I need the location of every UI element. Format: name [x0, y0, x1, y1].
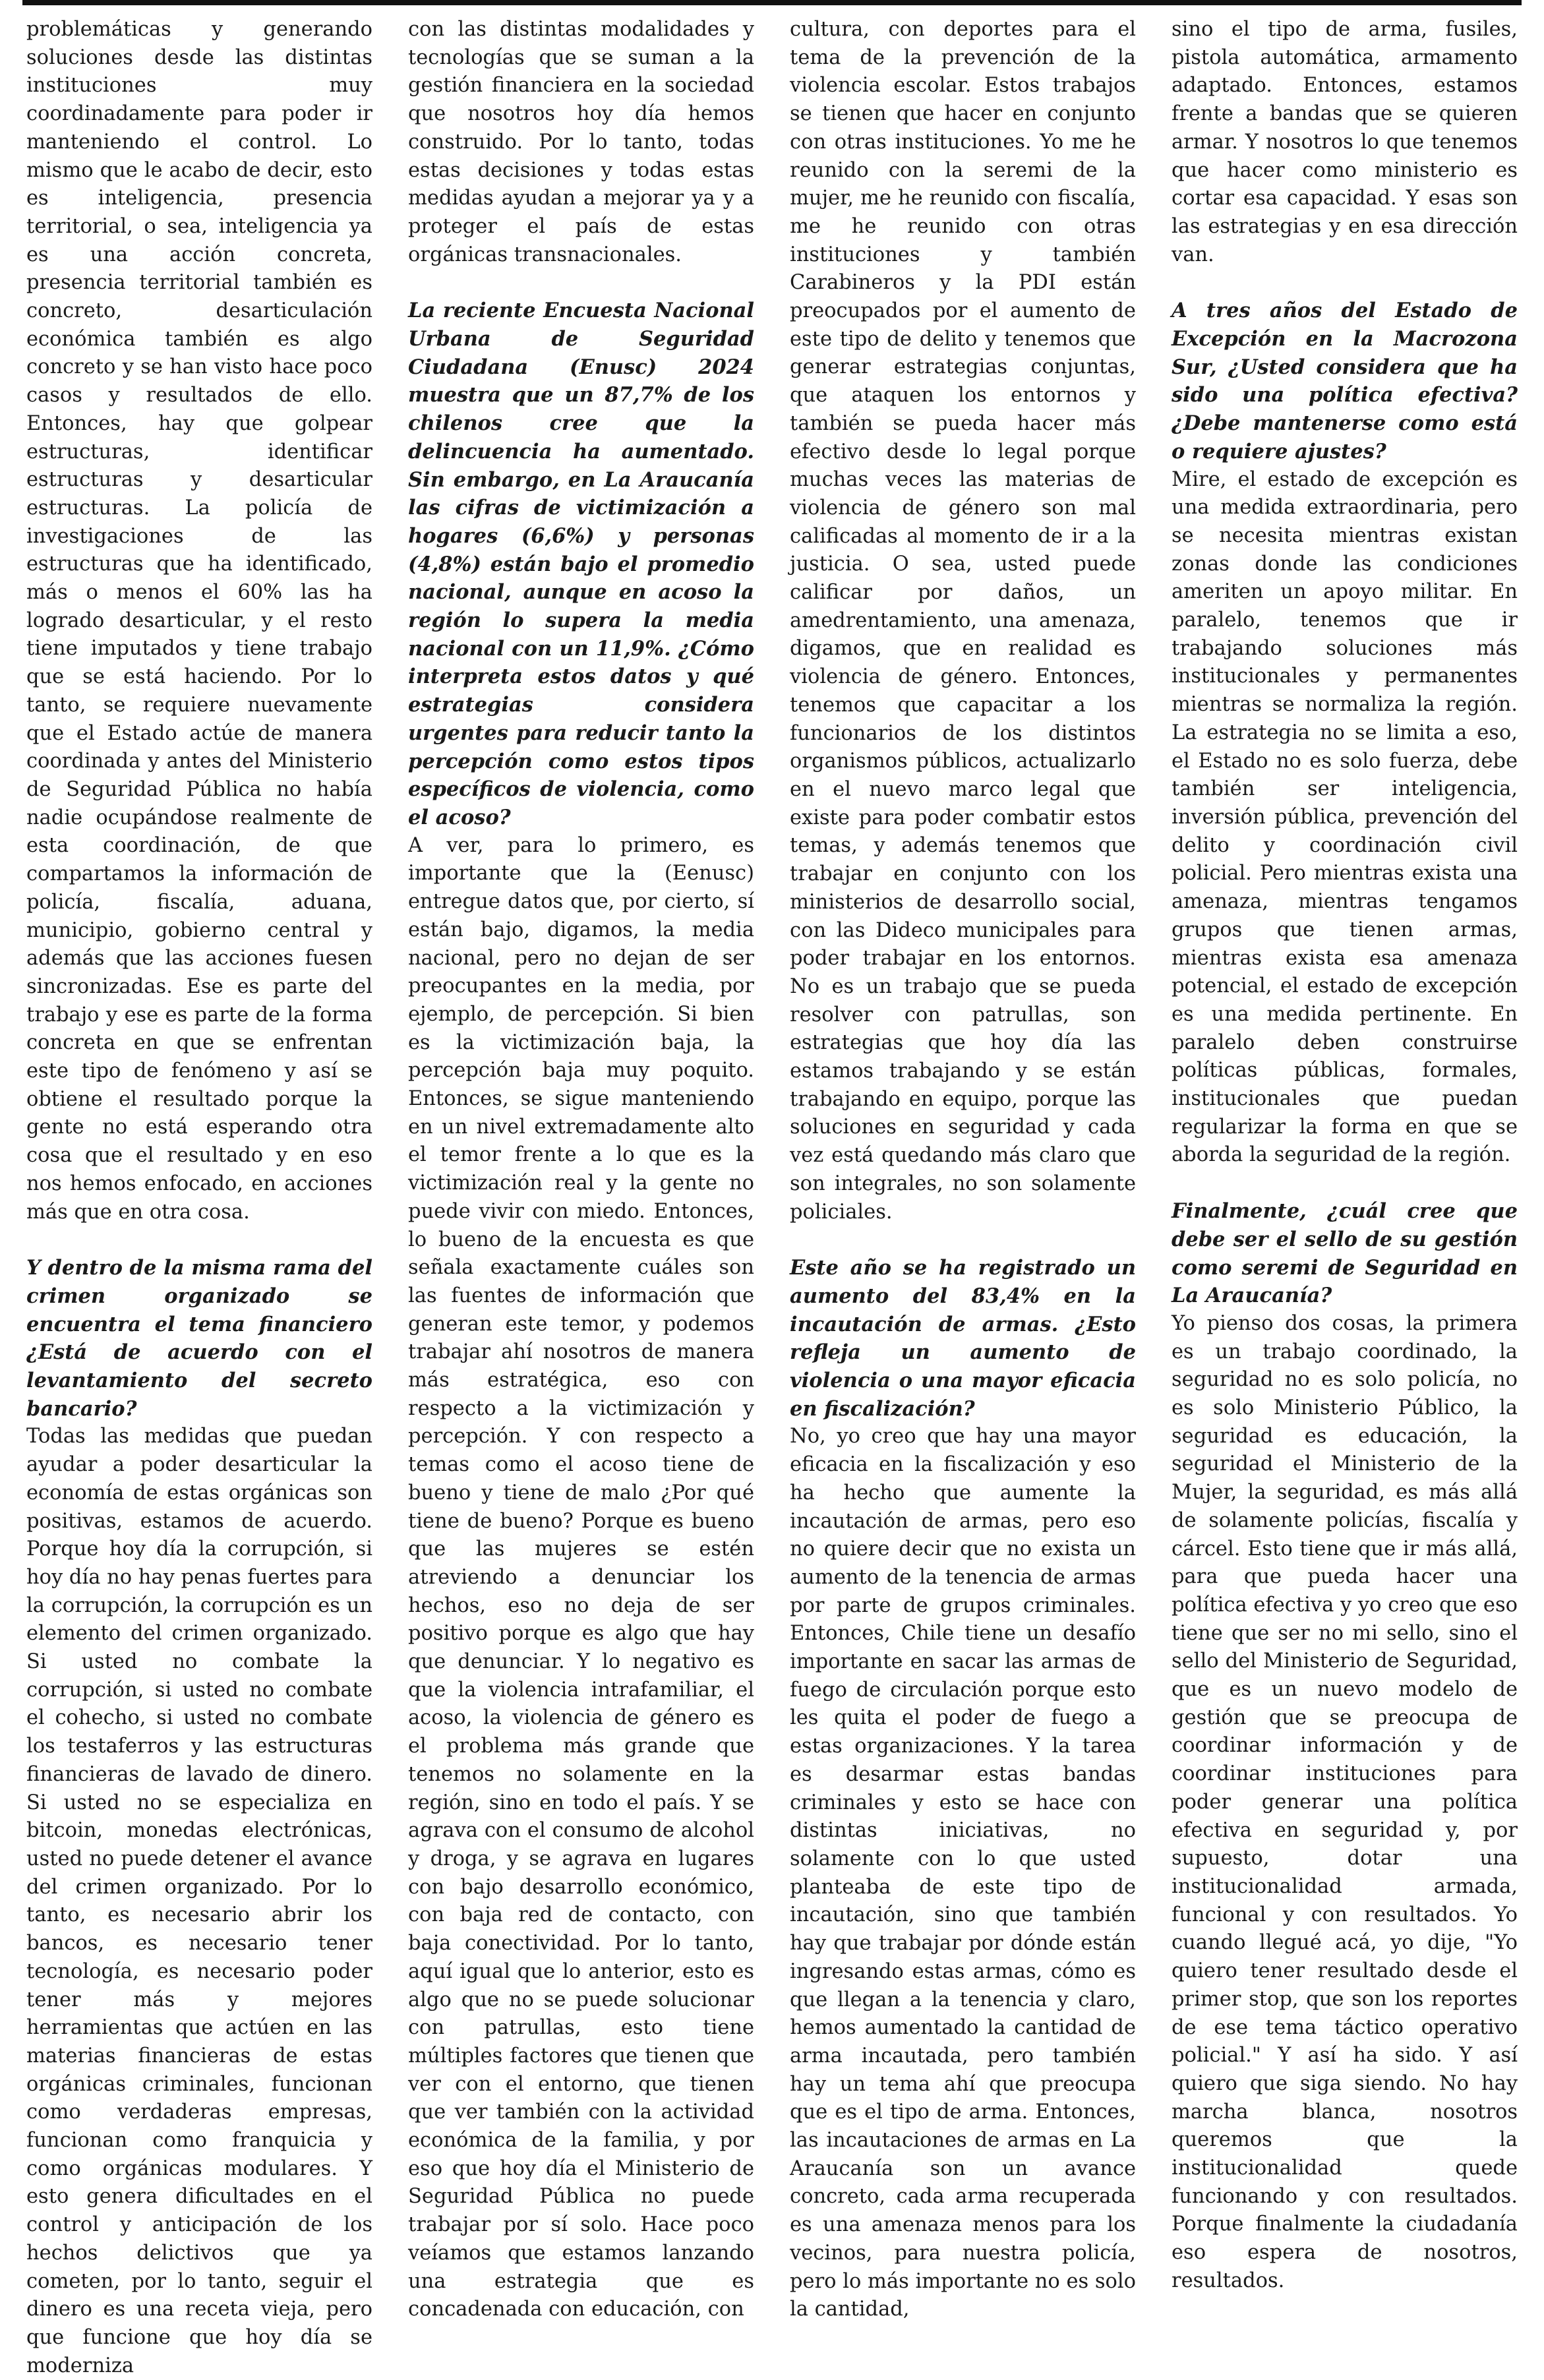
- answer-paragraph: con las distintas modalidades y tecnologías que se suman a la gestión financiera en la sociedad que nosotros hoy día hemos construido. Por lo tanto, todas estas decisiones y todas estas medidas ayudan a mejorar ya y a proteger el país de estas orgánicas transnacionales.: [408, 18, 754, 266]
- answer-paragraph: A ver, para lo primero, es importante que la (Eenusc) entregue datos que, por cierto, sí están bajo, digamos, la media nacional, pero no dejan de ser preocupantes en la media, por ejemplo, de percepción. Si bien es la victimización baja, la percepción baja muy poquito. Entonces, se sigue manteniendo en un nivel extremadamente alto el temor frente a lo que es la victimización real y la gente no puede vivir con miedo. Entonces, lo bueno de la encuesta es que señala exactamente cuáles son las fuentes de información que generan este temor, y podemos trabajar ahí nosotros de manera más estratégica, eso con respecto a la victimización y percepción. Y con respecto a temas como el acoso tiene de bueno y tiene de malo ¿Por qué tiene de bueno? Porque es bueno que las mujeres se estén atreviendo a denunciar los hechos, eso no deja de ser positivo porque es algo que hay que denunciar. Y lo negativo es que la violencia intrafamiliar, el acoso, la violencia de género es el problema más grande que tenemos no solamente en la región, sino en todo el país. Y se agrava con el consumo de alcohol y droga, y se agrava en lugares con bajo desarrollo económico, con baja red de contacto, con baja conectividad. Por lo tanto, aquí igual que lo anterior, esto es algo que no se puede solucionar con patrullas, esto tiene múltiples factores que tienen que ver con el entorno, que tienen que ver también con la actividad económica de la familia, y por eso que hoy día el Ministerio de Seguridad Pública no puede trabajar por sí solo. Hace poco veíamos que estamos lanzando una estrategia que es concadenada con educación, con: [408, 833, 754, 2321]
- answer-paragraph: sino el tipo de arma, fusiles, pistola automática, armamento adaptado. Entonces, estamos frente a bandas que se quieren armar. Y nosotros lo que tenemos que hacer como ministerio es cortar esa capacidad. Y esas son las estrategias y en esa dirección van.: [1172, 18, 1518, 266]
- interview-question: La reciente Encuesta Nacional Urbana de Seguridad Ciudadana (Enusc) 2024 muestra que un 87,7% de los chilenos cree que la delincuencia ha aumentado. Sin embargo, en La Araucanía las cifras de victimización a hogares (6,6%) y personas (4,8%) están bajo el promedio nacional, aunque en acoso la región lo supera la media nacional con un 11,9%. ¿Cómo interpreta estos datos y qué estrategias considera urgentes para reducir tanto la percepción como estos tipos específicos de violencia, como el acoso?: [408, 299, 754, 829]
- interview-question: A tres años del Estado de Excepción en la Macrozona Sur, ¿Usted considera que ha sido una política efectiva? ¿Debe mantenerse como está o requiere ajustes?: [1172, 299, 1518, 463]
- interview-question: Este año se ha registrado un aumento del 83,4% en la incautación de armas. ¿Esto refleja un aumento de violencia o una mayor eficacia en fiscalización?: [790, 1256, 1136, 1421]
- top-rule: [22, 0, 1522, 5]
- answer-paragraph: Mire, el estado de excepción es una medida extraordinaria, pero se necesita mientras existan zonas donde las condiciones ameriten un apoyo militar. En paralelo, tenemos que ir trabajando soluciones más institucionales y permanentes mientras se normaliza la región. La estrategia no se limita a eso, el Estado no es solo fuerza, debe también ser inteligencia, inversión pública, prevención del delito y coordinación civil policial. Pero mientras exista una amenaza, mientras tengamos grupos que tienen armas, mientras exista esa amenaza potencial, el estado de excepción es una medida pertinente. En paralelo deben construirse políticas públicas, formales, institucionales que puedan regularizar la forma en que se aborda la seguridad de la región.: [1172, 467, 1518, 1167]
- answer-paragraph: No, yo creo que hay una mayor eficacia en la fiscalización y eso ha hecho que aumente la incautación de armas, pero eso no quiere decir que no exista un aumento de la tenencia de armas por parte de grupos criminales. Entonces, Chile tiene un desafío importante en sacar las armas de fuego de circulación porque esto les quita el poder de fuego a estas organizaciones. Y la tarea es desarmar estas bandas criminales y esto se hace con distintas iniciativas, no solamente con lo que usted planteaba de este tipo de incautación, sino que también hay que trabajar por dónde están ingresando estas armas, cómo es que llegan a la tenencia y claro, hemos aumentado la cantidad de arma incautada, pero también hay un tema ahí que preocupa que es el tipo de arma. Entonces, las incautaciones de armas en La Araucanía son un avance concreto, cada arma recuperada es una amenaza menos para los vecinos, para nuestra policía, pero lo más importante no es solo la cantidad,: [790, 1425, 1136, 2321]
- column-2: [408, 16, 754, 2380]
- interview-question: Finalmente, ¿cuál cree que debe ser el sello de su gestión como seremi de Seguridad en La Araucanía?: [1172, 1199, 1518, 1308]
- column-4: [1172, 16, 1518, 2380]
- answer-paragraph: cultura, con deportes para el tema de la prevención de la violencia escolar. Estos trabajos se tienen que hacer en conjunto con otras instituciones. Yo me he reunido con la seremi de la mujer, me he reunido con fiscalía, me he reunido con otras instituciones y también Carabineros y la PDI están preocupados por el aumento de este tipo de delito y tenemos que generar estrategias conjuntas, que ataquen los entornos y también se pueda hacer más efectivo desde lo legal porque muchas veces las materias de violencia de género son mal calificadas al momento de ir a la justicia. O sea, usted puede calificar por daños, un amedrentamiento, una amenaza, digamos, que en realidad es violencia de género. Entonces, tenemos que capacitar a los funcionarios de los distintos organismos públicos, actualizarlo en el nuevo marco legal que existe para poder combatir estos temas, y además tenemos que trabajar en conjunto con los ministerios de desarrollo social, con las Dideco municipales para poder trabajar en los entornos. No es un trabajo que se pueda resolver con patrullas, son estrategias que hoy día las estamos trabajando y se están trabajando en equipo, porque las soluciones en seguridad y cada vez está quedando más claro que son integrales, no son solamente policiales.: [790, 18, 1136, 1224]
- column-3: [790, 16, 1136, 2380]
- interview-question: Y dentro de la misma rama del crimen organizado se encuentra el tema financiero ¿Está de acuerdo con el levantamiento del secreto bancario?: [26, 1256, 372, 1421]
- answer-paragraph: Todas las medidas que puedan ayudar a poder desarticular la economía de estas orgánicas son positivas, estamos de acuerdo. Porque hoy día la corrupción, si hoy día no hay penas fuertes para la corrupción, la corrupción es un elemento del crimen organizado. Si usted no combate la corrupción, si usted no combate el cohecho, si usted no combate los testaferros y las estructuras financieras de lavado de dinero. Si usted no se especializa en bitcoin, monedas electrónicas, usted no puede detener el avance del crimen organizado. Por lo tanto, es necesario abrir los bancos, es necesario tener tecnología, es necesario poder tener más y mejores herramientas que actúen en las materias financieras de estas orgánicas criminales, funcionan como verdaderas empresas, funcionan como franquicia y como orgánicas modulares. Y esto genera dificultades en el control y anticipación de los hechos delictivos que ya cometen, por lo tanto, seguir el dinero es una receta vieja, pero que funcione que hoy día se moderniza: [26, 1425, 372, 2377]
- column-1: [26, 16, 372, 2380]
- newspaper-page: [26, 16, 1518, 2377]
- answer-paragraph: Yo pienso dos cosas, la primera es un trabajo coordinado, la seguridad no es solo policía, no es solo Ministerio Público, la seguridad es educación, la seguridad el Ministerio de la Mujer, la seguridad, es más allá de solamente policías, fiscalía y cárcel. Esto tiene que ir más allá, para que pueda hacer una política efectiva y yo creo que eso tiene que ser no mi sello, sino el sello del Ministerio de Seguridad, que es un nuevo modelo de gestión que se preocupa de coordinar información y de coordinar instituciones para poder generar una política efectiva en seguridad y, por supuesto, dotar una institucionalidad armada, funcional y con resultados. Yo cuando llegué acá, yo dije, "Yo quiero tener resultado desde el primer stop, que son los reportes de ese tema táctico operativo policial." Y así ha sido. Y así quiero que siga siendo. No hay marcha blanca, nosotros queremos que la institucionalidad quede funcionando y con resultados. Porque finalmente la ciudadanía eso espera de nosotros, resultados.: [1172, 1311, 1518, 2292]
- answer-paragraph: problemáticas y generando soluciones desde las distintas instituciones muy coordinadamente para poder ir manteniendo el control. Lo mismo que le acabo de decir, esto es inteligencia, presencia territorial, o sea, inteligencia ya es una acción concreta, presencia territorial también es concreto, desarticulación económica también es algo concreto y se han visto hace poco casos y resultados de ello. Entonces, hay que golpear estructuras, identificar estructuras y desarticular estructuras. La policía de investigaciones de las estructuras que ha identificado, más o menos el 60% las ha logrado desarticular, y el resto tiene imputados y tiene trabajo que se está haciendo. Por lo tanto, se requiere nuevamente que el Estado actúe de manera coordinada y antes del Ministerio de Seguridad Pública no había nadie ocupándose realmente de esta coordinación, de que compartamos la información de policía, fiscalía, aduana, municipio, gobierno central y además que las acciones fuesen sincronizadas. Ese es parte del trabajo y ese es parte de la forma concreta en que se enfrentan este tipo de fenómeno y así se obtiene el resultado porque la gente no está esperando otra cosa que el resultado y en eso nos hemos enfocado, en acciones más que en otra cosa.: [26, 18, 372, 1224]
